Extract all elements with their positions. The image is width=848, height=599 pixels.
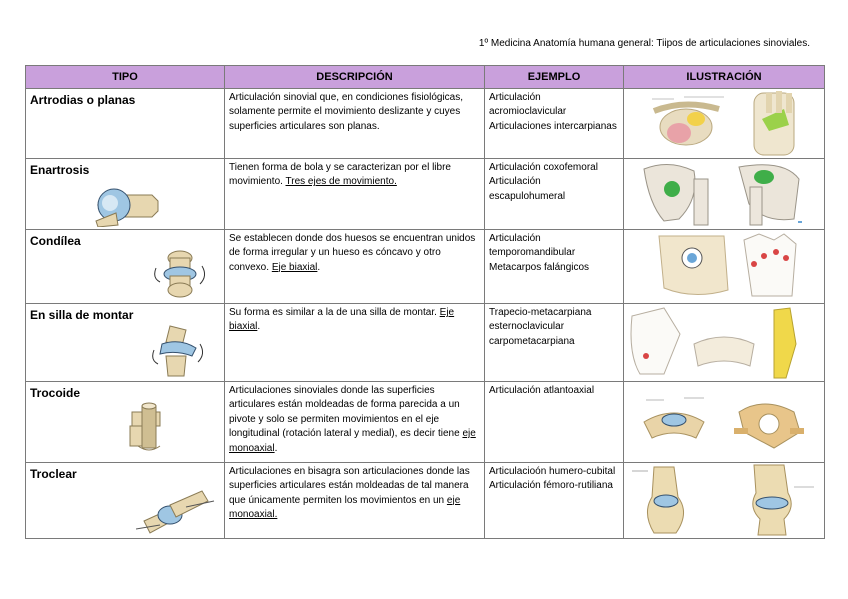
- ball-socket-joint-icon: [88, 181, 168, 227]
- description-cell: [225, 463, 485, 539]
- column-header-descripcion: DESCRIPCIÓN: [225, 66, 485, 89]
- type-name: En silla de montar: [30, 308, 134, 322]
- description-suffix: .: [274, 442, 278, 454]
- description-text: Su forma es similar a la de una silla de montar.: [229, 307, 440, 318]
- description-text: Articulaciones sinoviales donde las superficies articulares están moldeadas de forma parecida a un pivote y solo se permiten movimientos en el eje longitudinal (rotación lateral y medial), es decir tiene: [229, 385, 463, 440]
- description-text: Tienen forma de bola y se caracterizan por el libre movimiento.: [229, 162, 451, 188]
- type-name: Enartrosis: [30, 163, 90, 177]
- description-cell: [225, 382, 485, 463]
- description-text: Articulaciones en bisagra son articulaciones donde las superficies articulares están moldeadas de tal manera que únicamente permiten los movimientos en un: [229, 466, 470, 506]
- table-header-row: [26, 66, 825, 89]
- example-cell: [485, 304, 624, 382]
- description-emphasis: Tres ejes de movimiento.: [285, 176, 397, 188]
- example-item: Articulación fémoro-rutiliana: [489, 480, 613, 492]
- illustration-cell: [624, 382, 825, 463]
- page-title: 1º Medicina Anatomía humana general: Tiipos de articulaciones sinoviales.: [478, 38, 810, 49]
- table-row: [26, 463, 825, 539]
- description-suffix: .: [257, 321, 261, 333]
- description-cell: [225, 304, 485, 382]
- elbow-knee-illustration: [624, 463, 823, 537]
- type-cell: [26, 230, 225, 304]
- type-cell: [26, 382, 225, 463]
- column-header-tipo: TIPO: [26, 66, 225, 89]
- example-item: Metacarpos falángicos: [489, 261, 590, 273]
- illustration-cell: [624, 230, 825, 304]
- description-emphasis: eje monoaxial: [229, 428, 476, 454]
- description-text: Se establecen donde dos huesos se encuentran unidos de forma irregular y un hueso es cóncavo y otro convexo.: [229, 233, 476, 273]
- type-cell: [26, 89, 225, 159]
- description-text: Articulación sinovial que, en condiciones fisiológicas, solamente permite el movimiento deslizante y cuyes superficies articulares son planas.: [229, 92, 464, 132]
- illustration-cell: [624, 89, 825, 159]
- illustration-cell: [624, 463, 825, 539]
- table-row: [26, 304, 825, 382]
- hip-shoulder-illustration: [624, 159, 823, 228]
- description-emphasis: eje monoaxial.: [229, 494, 461, 521]
- description-emphasis: Eje biaxial: [229, 307, 455, 333]
- example-item: Articulación atlantoaxial: [489, 385, 595, 396]
- type-cell: [26, 304, 225, 382]
- saddle-joint-icon: [152, 322, 212, 382]
- example-item: Articulación temporomandibular: [489, 233, 576, 259]
- illustration-cell: [624, 159, 825, 230]
- type-name: Trocoide: [30, 386, 81, 400]
- description-emphasis: Eje biaxial: [271, 261, 318, 273]
- example-item: Articulación coxofemoral: [489, 162, 598, 173]
- example-item: esternoclavicular: [489, 321, 565, 333]
- table-row: [26, 382, 825, 463]
- pivot-joint-icon: [124, 402, 174, 460]
- example-cell: [485, 463, 624, 539]
- description-cell: [225, 159, 485, 230]
- example-cell: [485, 230, 624, 304]
- description-suffix: .: [317, 261, 321, 273]
- example-item: carpometacarpiana: [489, 335, 575, 347]
- example-cell: [485, 89, 624, 159]
- condyloid-joint-icon: [152, 248, 212, 304]
- type-cell: [26, 463, 225, 539]
- articulations-table: [25, 65, 825, 539]
- acromioclavicular-carpal-illustration: [624, 89, 823, 157]
- example-item: Trapecio-metacarpiana: [489, 307, 592, 318]
- example-item: Articulación escapulohumeral: [489, 176, 566, 202]
- example-cell: [485, 159, 624, 230]
- column-header-ejemplo: EJEMPLO: [485, 66, 624, 89]
- table-row: [26, 159, 825, 230]
- tmj-metacarpal-illustration: [624, 230, 823, 302]
- type-cell: [26, 159, 225, 230]
- example-item: Articulacioón humero-cubital: [489, 466, 616, 477]
- table-row: [26, 230, 825, 304]
- description-cell: [225, 230, 485, 304]
- type-name: Artrodias o planas: [30, 93, 136, 107]
- type-name: Troclear: [30, 467, 77, 481]
- saddle-joint-illustration: [624, 304, 823, 380]
- atlantoaxial-illustration: [624, 382, 823, 461]
- illustration-cell: [624, 304, 825, 382]
- example-item: Articulaciones intercarpianas: [489, 120, 617, 132]
- table-row: [26, 89, 825, 159]
- column-header-ilustracion: ILUSTRACIÓN: [624, 66, 825, 89]
- example-item: Articulación acromioclavicular: [489, 92, 567, 118]
- description-cell: [225, 89, 485, 159]
- example-cell: [485, 382, 624, 463]
- hinge-joint-icon: [136, 481, 216, 537]
- type-name: Condílea: [30, 234, 81, 248]
